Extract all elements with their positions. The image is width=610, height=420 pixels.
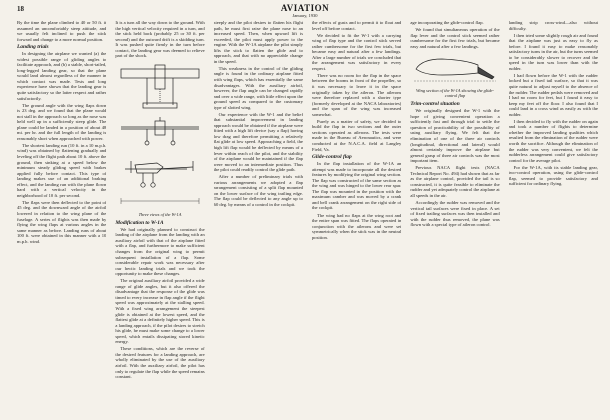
paragraph: Our experience with the W-1 and the belief that substantial improvement in landing approach would be obtained if the airplane were fitted with a high lift device (say a flap) having low drag and therefore permitting a relatively flat glide at low speed. Approaching a field, the high lift flap would be deflected by means of a lever within reach of the pilot, and the stability of the airplane would be maintained if the flap were moved to an intermediate position. Thus the pilot could readily control the glide path. [213,111,303,173]
issue-date: January, 1930 [292,13,318,18]
paragraph: By the time the plane climbed to 40 or 50 ft. it assumed an uncomfortably steep attitude, and we usually felt inclined to push the stick forward and change to a more normal position. [17,20,107,42]
section-heading-two-control: Trim-control situation [410,101,460,108]
paragraph: For the W-1A, with its stable landing gear, two-control operation, using the glide-control flap, seemed to provide satisfactory and sufficient for ordinary flying. [508,164,598,187]
paragraph: I had flown before the W-1 with the rudder locked but a fixed tail surface, so that it was quite natural to adjust myself to the absence of the rudder. The rudder pedals were removed and I had no room for feet, but I found it easy to keep my feet off the floor. I also found that I could land in a cross wind as easily as with the rudder. [508,72,598,117]
paragraph: The wing had no flaps at the wing root and the entire span was fitted. The flaps operated in conjunction with the ailerons and were set symmetrically when the stick was in the neutral position. [311,212,402,240]
column-2 [115,20,204,416]
paragraph: We originally designed the W-1 with the hope of giving convenient operation a sufficiently fast and through trial to settle the question of practicability of the possibility of using auxiliary flying. We felt that the elimination of one of the three air controls (longitudinal, directional and lateral) would almost certainly improve the airplane but general grasp of three air controls was the most important item. [410,108,500,164]
paragraph: The original auxiliary airfoil provided a wide range of glide angles, but it also offered the disadvantage that the response of the glide was timed to every increase in flap angle if the flight speed was approximately at the stalling speed. With a fixed wing arrangement the steepest glide is obtained at the lowest speed, and the flattest glide at a definitely higher speed. This is a landing approach, if the pilot desires to stretch his glide, he must make some change to a lower speed, which entails dissipating stored kinetic energy. [115,278,205,345]
paragraph: We found that simultaneous operation of the flap lever and the control stick seemed rather cumbersome for the first few trials, but became easy and natural after a few landings. [410,27,500,49]
paragraph: the effects of gusts and to permit it to float and level off before contact. [311,20,402,31]
paragraph: These conditions, which are the reverse of the desired features for a landing approach, are wholly eliminated by the use of the auxiliary airfoil. With the auxiliary airfoil, the pilot has only to regulate the flap while the speed remains constant. [115,346,205,380]
page-header [0,3,610,19]
figure-caption: Wing section of the W-1A showing the glide-control flap [416,88,494,99]
section-heading-glide-control: Glide-control flap [311,154,352,161]
paragraph: age incorporating the glide-control flap. [410,20,484,25]
column-5 [410,20,499,416]
paragraph: In designing the airplane we wanted (a) the widest possible range of gliding angles to facilitate approach, and (b) a stable, short-tailed, long-legged landing gear, so that the plane would land almost regardless of the manner in which contact was made. Tests and long experience have shown that the landing gear is quite satisfactory so the latter respect and rather satisfactorily. [17,51,107,101]
three-view-drawing [117,61,203,211]
paragraph: The shortest landing run (10 ft. in a 10 m.p.h. wind) was obtained by flattening gradually and leveling off the flight path about 10 ft. above the ground, then sinking at a speed below the minimum steady gliding speed with brakes applied fully before contact. This type of landing makes use of an additional braking effect, and the landing run with the plane flown hard with a vertical velocity in the neighborhood of 10 ft. per second. [17,142,107,198]
section-heading-landing-trials: Landing trials [17,44,49,51]
paragraph: Purely as a matter of safety, we decided to build the flap in two sections and the outer sections operated as ailerons. The tests were made in the Bureau of Aeronautics, and were conducted at the N.A.C.A. field at Langley Field, Va. [311,118,402,152]
paragraph: landing strip cross-wind—also without difficulty. [508,20,598,31]
figure-caption: Three views of the W-1A [138,211,182,217]
paragraph: steeply and the pilot desires to flatten his flight path, he must first raise the plane nose to an increased speed. Then, when upward lift is exceeded, the pilot must apply power to the engine. With the W-1A airplane the pilot simply lifts the stick to flatten the glide and to approach, and that with no appreciable change in the speed. [213,20,303,64]
paragraph: The flaps were then deflected to the point of 45 deg. and the downward angle of the airfoil lowered in relation to the wing plane of the fuselage. A series of flights was then made by flying the wing flaps at various angles in the same manner as before. Landing runs of about 100 ft. were obtained in this manner with a 10 m.p.h. wind. [17,199,107,244]
article-columns [17,20,598,416]
paragraph: We had originally planned to construct the landing of the airplane from the landing with an auxiliary airfoil with that of the airplane fitted with a flap, and furthermore to make sufficient changes from the original wing to permit subsequent installation of a flap. Some considerable repair work was necessary after our hectic landing trials and we took the opportunity to make these changes. [115,226,205,277]
paragraph: The ground angle with the wing flaps down is 23 deg. and we found that the plane would not stall in the approach so long as the nose was held well up in a sufficiently steep glide. The plane could be landed in a position of about 48 mi. per hr. and the full length of the landing is reasonably short when approached with power. [17,102,107,141]
paragraph: I then tried some slightly rough air and found that the airplane was just as easy to fly as before. I found it easy to make reasonably satisfactory turns in the air, but the turns seemed to be considerably slower to recover and the speed in the turn was lower than with the rudder. [508,32,598,71]
paragraph: Accordingly the rudder was removed and the vertical tail surfaces were fixed in place. A set of fixed trailing surfaces was then installed and with the rudder thus removed, the plane was flown with a special type of aileron control. [410,199,500,228]
paragraph: We decided to fit the W-1 with a carrying wing of flap type and the control stick served rather cumbersome for the first few trials, but became easy and natural after a few landings. After a large number of trials we concluded that the arrangement was satisfactory in every respect. [311,32,402,71]
paragraph: I then decided to fly with the rudder on again and took a number of flights to determine whether the improved landing qualities which resulted from the elimination of the rudder were worth the sacrifice. Although the elimination of the rudder was very convenient, we felt the rudderless arrangement could give satisfactory control for the average pilot. [508,118,598,163]
figure-three-views [115,61,204,217]
paragraph: In the flap installation of the W-1A an attempt was made to incorporate all the desired features by modifying the original wing section. The flap was constructed of the same section as the wing and was hinged to the lower rear spar. The flap was mounted in the position with the maximum camber and was moved by a crank and bell crank arrangement on the right side of the cockpit. [311,161,402,211]
column-4 [312,20,401,416]
paragraph: Previous NACA flight tests (NACA Technical Report No. 494) had shown that as far as the airplane control, provided the tail is so constructed, it is quite feasible to eliminate the rudder and yet adequately control the airplane at all speeds in the air. [410,165,500,198]
column-1 [17,20,106,416]
masthead: AVIATION [280,3,330,13]
paragraph: There was no room for the flap in the space between the booms in front of the propeller, so it was necessary to leave it in the space originally taken by the aileron. The ailerons were therefore replaced with a shorter type (formerly developed at the NACA laboratories) and the span of the wing was increased somewhat. [311,72,402,117]
figure-wing-section [410,51,499,98]
column-3 [214,20,303,416]
paragraph: After a number of preliminary trials with various arrangements we adopted a flap arrangement consisting of a split flap mounted on the lower surface of the wing trailing edge. The flap could be deflected to any angle up to 60 deg. by means of a control in the cockpit. [213,174,303,207]
paragraph: It is a turn all the way down to the ground. With the high vertical velocity required in a turn, and the stick held back (probably 25 or 30 ft. per second) and the outward drift is a skidding turn. It was pushed quite firmly in the turn before contact, the landing gear was deemed to relieve part of the shock. [115,20,205,59]
paragraph: This weakness in the control of the gliding angle is found in the ordinary airplane fitted with wing flaps, which has essentially the same disadvantages. With the auxiliary airfoil, however, the flap angle can be changed rapidly and over a wide range, with little effect upon the ground speed as compared to the customary type of slotted wing. [213,65,303,110]
wing-section-drawing [412,51,498,87]
section-heading-modification: Modification to W-1A [115,219,164,226]
column-6 [509,20,598,416]
page-number: 18 [17,5,24,13]
